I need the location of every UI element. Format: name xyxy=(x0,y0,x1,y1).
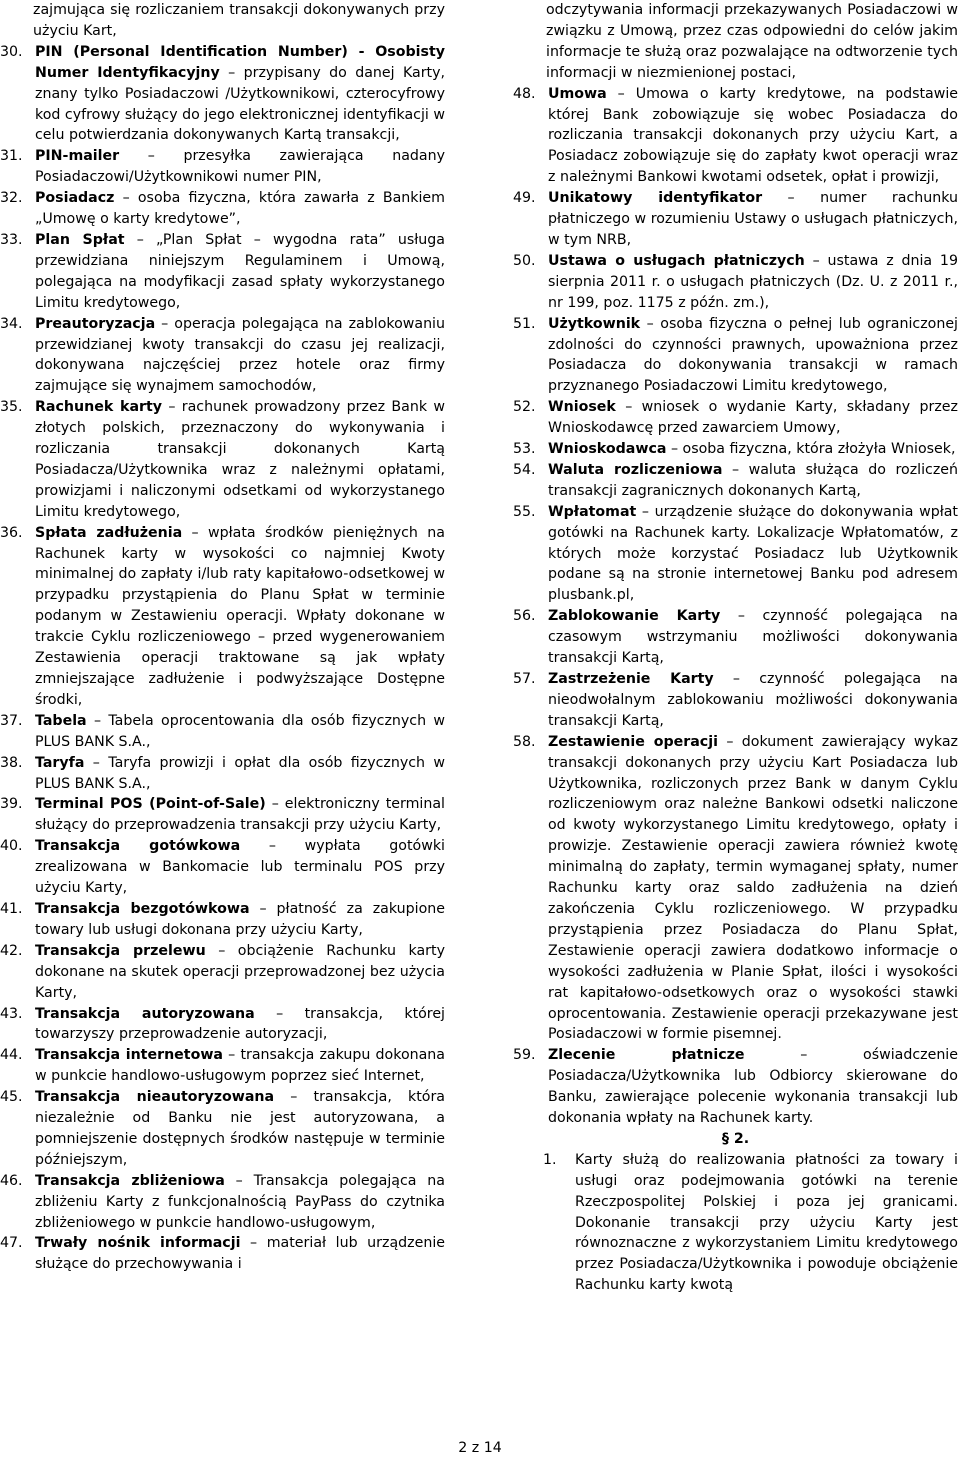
definition-text: – przypisany do danej Karty, znany tylko Posiadaczowi /Użytkownikowi, czterocyfrowy kod cyfrowy służący do jego elektronicznej identyfikacji w celu potwierdzania dokonywanych Kartą transakcji, xyxy=(35,64,445,144)
list-item xyxy=(513,669,958,732)
item-number: 51. xyxy=(513,315,536,332)
list-item xyxy=(0,711,445,753)
definition-text: – osoba fizyczna, która zawarła z Bankiem „Umowę o karty kredytowe”, xyxy=(35,190,445,228)
item-number: 50. xyxy=(513,252,536,269)
list-item xyxy=(513,188,958,251)
item-body xyxy=(35,1004,445,1046)
defined-term: Transakcja autoryzowana xyxy=(35,1005,255,1022)
list-item xyxy=(0,1087,445,1171)
list-item xyxy=(0,1045,445,1087)
item-number: 31. xyxy=(0,148,23,165)
defined-term: Waluta rozliczeniowa xyxy=(548,461,723,478)
item-body xyxy=(575,1150,958,1296)
item-number: 38. xyxy=(0,754,23,771)
defined-term: Tabela xyxy=(35,712,87,729)
defined-term: Zastrzeżenie Karty xyxy=(548,671,714,687)
defined-term: Transakcja zbliżeniowa xyxy=(35,1172,225,1189)
definition-text: – przesyłka zawierająca nadany Posiadaczowi/Użytkownikowi numer PIN, xyxy=(35,148,445,186)
definitions-list-right xyxy=(513,84,958,1129)
item-body xyxy=(548,251,958,314)
defined-term: Transakcja przelewu xyxy=(35,942,206,959)
item-body xyxy=(35,523,445,711)
item-body xyxy=(35,1171,445,1234)
defined-term: Użytkownik xyxy=(548,315,641,332)
item-body xyxy=(548,397,958,439)
item-body xyxy=(548,502,958,607)
defined-term: Transakcja gotówkowa xyxy=(35,838,241,855)
defined-term: Transakcja internetowa xyxy=(35,1047,223,1064)
definition-text: – urządzenie służące do dokonywania wpłat gotówki na Rachunek karty. Lokalizacje Wpłatomatów, z których może korzystać Posiadacz lub Użytkownik podane są na stronie internetowej Banku pod adresem plusbank.pl, xyxy=(548,503,958,604)
definition-text: – transakcja, której towarzyszy przeprowadzenie autoryzacji, xyxy=(35,1005,445,1043)
continuation-text: odczytywania informacji przekazywanych Posiadaczowi w związku z Umową, przez czas odpowiedni do celów jakim informacje te służą oraz pozwalające na odtworzenie tych informacji w niezmienionej postaci, xyxy=(546,2,958,81)
defined-term: PIN-mailer xyxy=(35,148,120,165)
item-body xyxy=(35,899,445,941)
definition-text: – transakcja, która niezależnie od Banku nie jest autoryzowana, a pomniejszenie dostępnych środków następuje w terminie późniejszym, xyxy=(35,1089,445,1168)
list-item xyxy=(0,1171,445,1234)
definition-text: – „Plan Spłat – wygodna rata” usługa przewidziana niniejszym Regulaminem i Umową, polegająca na modyfikacji zasad spłaty wykorzystanego Limitu kredytowego, xyxy=(35,231,445,311)
section-heading: § 2. xyxy=(721,1130,750,1147)
defined-term: Trwały nośnik informacji xyxy=(35,1235,241,1252)
item-body xyxy=(35,941,445,1004)
definition-text: – operacja polegająca na zablokowaniu przewidzianej kwoty transakcji do czasu jej realizacji, dokonywana najczęściej przez hotele oraz firmy zajmujące się wynajmem samochodów, xyxy=(35,315,445,395)
item-number: 45. xyxy=(0,1089,23,1106)
item-number: 56. xyxy=(513,608,536,625)
item-body xyxy=(548,439,958,460)
list-item xyxy=(0,523,445,711)
item-body xyxy=(35,42,445,147)
item-number: 54. xyxy=(513,461,536,478)
item-number: 47. xyxy=(0,1235,23,1252)
item-body xyxy=(548,84,958,189)
item-body xyxy=(35,711,445,753)
item-body xyxy=(35,397,445,522)
defined-term: Wniosek xyxy=(548,399,616,416)
definition-text: – elektroniczny terminal służący do przeprowadzenia transakcji przy użyciu Karty, xyxy=(35,796,445,834)
defined-term: Plan Spłat xyxy=(35,231,125,248)
item-number: 55. xyxy=(513,503,536,520)
left-column xyxy=(0,0,445,1275)
defined-term: Zlecenie płatnicze xyxy=(548,1047,745,1064)
item-number: 52. xyxy=(513,399,536,416)
definition-text: – czynność polegająca na nieodwołalnym zablokowaniu możliwości dokonywania transakcji Kartą, xyxy=(548,671,958,729)
item-body xyxy=(35,1045,445,1087)
definition-text: – Taryfa prowizji i opłat dla osób fizycznych w PLUS BANK S.A., xyxy=(35,754,445,792)
list-item xyxy=(513,314,958,398)
list-item xyxy=(0,230,445,314)
list-item xyxy=(513,732,958,1046)
definition-text: – Umowa o karty kredytowe, na podstawie której Bank zobowiązuje się wobec Posiadacza do rozliczania transakcji dokonanych przy użyciu Kart, a Posiadacz zobowiązuje się do zapłaty kwot operacji wraz z należnymi Bankowi kwotami odsetek, opłat i prowizji, xyxy=(548,85,958,186)
item-number: 48. xyxy=(513,85,536,102)
definition-text: – osoba fizyczna, która złożyła Wniosek, xyxy=(666,441,956,458)
definition-text: – obciążenie Rachunku karty dokonane na skutek operacji przeprowadzonej bez użycia Karty, xyxy=(35,942,445,1001)
item-body xyxy=(35,1233,445,1275)
list-item xyxy=(513,502,958,607)
list-item xyxy=(0,1233,445,1275)
item-number: 53. xyxy=(513,441,536,458)
right-column xyxy=(513,0,958,1296)
list-item xyxy=(513,606,958,669)
definition-text: – materiał lub urządzenie służące do przechowywania i xyxy=(35,1235,445,1273)
item-body xyxy=(548,669,958,732)
item-number: 44. xyxy=(0,1047,23,1064)
item-body xyxy=(548,606,958,669)
page-number: 2 z 14 xyxy=(458,1440,502,1456)
defined-term: Zestawienie operacji xyxy=(548,733,718,750)
list-item xyxy=(0,1004,445,1046)
item-body xyxy=(548,188,958,251)
list-item xyxy=(513,84,958,189)
definition-text: – osoba fizyczna o pełnej lub ograniczonej zdolności do czynności prawnych, upoważniona przez Posiadacza do dokonywania transakcji w ramach przyznanego Posiadaczowi Limitu kredytowego, xyxy=(548,315,958,395)
definition-text: – ustawa z dnia 19 sierpnia 2011 r. o usługach płatniczych (Dz. U. z 2011 r., nr 199, poz. 1175 z późn. zm.), xyxy=(548,252,958,311)
defined-term: Unikatowy identyfikator xyxy=(548,190,763,207)
item-number: 41. xyxy=(0,900,23,917)
defined-term: Taryfa xyxy=(35,754,85,771)
definition-text: – Tabela oprocentowania dla osób fizycznych w PLUS BANK S.A., xyxy=(35,712,445,750)
item-body xyxy=(35,314,445,398)
definition-text: – rachunek prowadzony przez Bank w złotych polskich, przeznaczony do wykonywania i rozliczania transakcji dokonanych Kartą Posiadacza/Użytkownika wraz z należnymi opłatami, prowizjami i naliczonymi odsetkami od wykorzystanego Limitu kredytowego, xyxy=(35,399,445,520)
list-item xyxy=(513,439,958,460)
defined-term: Wpłatomat xyxy=(548,503,637,520)
definition-text: – wypłata gotówki zrealizowana w Bankomacie lub terminalu POS przy użyciu Karty, xyxy=(35,838,445,897)
defined-term: Ustawa o usługach płatniczych xyxy=(548,252,805,269)
item-number: 49. xyxy=(513,190,536,207)
item-number: 37. xyxy=(0,712,23,729)
item-number: 30. xyxy=(0,43,23,60)
item-number: 1. xyxy=(543,1151,557,1168)
item-body xyxy=(35,753,445,795)
definition-text: – płatność za zakupione towary lub usługi dokonana przy użyciu Karty, xyxy=(35,900,445,938)
defined-term: PIN (Personal Identification Number) - Osobisty Numer Identyfikacyjny xyxy=(35,43,445,81)
list-item xyxy=(0,188,445,230)
definition-text: – wpłata środków pieniężnych na Rachunek karty w wysokości co najmniej Kwoty minimalnej do zapłaty i/lub raty kapitałowo-odsetkowej w przypadku przystąpienia do Planu Spłat w terminie podanym w Zestawieniu operacji. Wpłaty dokonane w trakcie Cyklu rozliczeniowego – przed wygenerowaniem Zestawienia operacji traktowane są jak wpłaty zmniejszające zadłużenie i podwyższające Dostępne środki, xyxy=(35,524,445,708)
list-item xyxy=(0,397,445,522)
item-number: 46. xyxy=(0,1172,23,1189)
item-number: 39. xyxy=(0,796,23,813)
defined-term: Rachunek karty xyxy=(35,399,163,416)
definition-text: – wniosek o wydanie Karty, składany przez Wnioskodawcę przed zawarciem Umowy, xyxy=(548,399,958,437)
item-number: 57. xyxy=(513,671,536,687)
item-body xyxy=(35,230,445,314)
item-number: 35. xyxy=(0,399,23,416)
defined-term: Terminal POS (Point-of-Sale) xyxy=(35,796,266,813)
list-item xyxy=(0,836,445,899)
defined-term: Zablokowanie Karty xyxy=(548,608,721,625)
item-body xyxy=(35,794,445,836)
item-number: 36. xyxy=(0,524,23,541)
definition-text: – dokument zawierający wykaz transakcji dokonanych przy użyciu Kart Posiadacza lub Użytkownika, rozliczonych przez Bank w danym Cyklu rozliczeniowym oraz należne Bankowi odsetki naliczone od kwoty wykorzystanego Limitu kredytowego, opłaty i prowizje. Zestawienie operacji zawiera również kwotę minimalną do zapłaty, termin wymaganej spłaty, numer Rachunku karty oraz saldo zadłużenia na dzień zakończenia Cyklu rozliczeniowego. W przypadku przystąpienia przez Posiadacza do Planu Spłat, Zestawienie operacji zawiera dodatkowo informacje o wysokości zadłużenia w Planie Spłat, ilości i wysokości rat kapitałowo-odsetkowych oraz o wysokości stawki oprocentowania. Zestawienie operacji przekazywane jest Posiadaczowi w formie pisemnej. xyxy=(548,733,958,1043)
item-number: 34. xyxy=(0,315,23,332)
definitions-list-left xyxy=(0,42,445,1275)
list-item xyxy=(0,794,445,836)
item-body xyxy=(548,1045,958,1129)
list-item xyxy=(513,397,958,439)
list-item xyxy=(0,314,445,398)
continuation-text: zajmująca się rozliczaniem transakcji dokonywanych przy użyciu Kart, xyxy=(33,2,445,39)
defined-term: Wnioskodawca xyxy=(548,441,667,458)
item-number: 33. xyxy=(0,231,23,248)
item-number: 42. xyxy=(0,942,23,959)
list-item xyxy=(0,753,445,795)
definition-text: – Transakcja polegająca na zbliżeniu Karty z funkcjonalnością PayPass do czytnika zbliżeniowego w punkcie handlowo-usługowym, xyxy=(35,1172,445,1231)
definition-text: – numer rachunku płatniczego w rozumieniu Ustawy o usługach płatniczych, w tym NRB, xyxy=(548,190,958,248)
definition-text: – transakcja zakupu dokonana w punkcie handlowo-usługowym poprzez sieć Internet, xyxy=(35,1047,445,1085)
item-number: 58. xyxy=(513,733,536,750)
definition-text: – waluta służąca do rozliczeń transakcji zagranicznych dokonanych Kartą, xyxy=(548,461,958,499)
definition-text: – czynność polegająca na czasowym wstrzymaniu możliwości dokonywania transakcji Kartą, xyxy=(548,608,958,667)
list-item xyxy=(513,1150,958,1296)
definition-text: – oświadczenie Posiadacza/Użytkownika lub Odbiorcy skierowane do Banku, zawierające polecenie wykonania transakcji lub dokonania wpłaty na Rachunek karty. xyxy=(548,1047,958,1127)
defined-term: Umowa xyxy=(548,85,607,102)
defined-term: Spłata zadłużenia xyxy=(35,524,183,541)
item-body xyxy=(548,314,958,398)
item-number: 40. xyxy=(0,838,23,855)
item-body xyxy=(35,188,445,230)
defined-term: Preautoryzacja xyxy=(35,315,156,332)
item-body xyxy=(548,460,958,502)
item-body xyxy=(35,836,445,899)
list-item xyxy=(0,941,445,1004)
list-item xyxy=(0,42,445,147)
definition-text: Karty służą do realizowania płatności za towary i usługi oraz podejmowania gotówki na terenie Rzeczpospolitej Polskiej i poza jej granicami. Dokonanie transakcji przy użyciu Karty jest równoznaczne z wykorzystaniem Limitu kredytowego przez Posiadacza/Użytkownika i powoduje obciążenie Rachunku karty kwotą xyxy=(575,1151,958,1294)
item-number: 43. xyxy=(0,1005,23,1022)
defined-term: Transakcja bezgotówkowa xyxy=(35,900,250,917)
list-item xyxy=(0,146,445,188)
defined-term: Transakcja nieautoryzowana xyxy=(35,1089,275,1106)
list-item xyxy=(513,1045,958,1129)
item-number: 32. xyxy=(0,190,23,207)
item-number: 59. xyxy=(513,1047,536,1064)
defined-term: Posiadacz xyxy=(35,190,115,207)
list-item xyxy=(513,460,958,502)
list-item xyxy=(0,899,445,941)
item-body xyxy=(548,732,958,1046)
item-body xyxy=(35,1087,445,1171)
section-items-list xyxy=(513,1150,958,1296)
item-body xyxy=(35,146,445,188)
list-item xyxy=(513,251,958,314)
